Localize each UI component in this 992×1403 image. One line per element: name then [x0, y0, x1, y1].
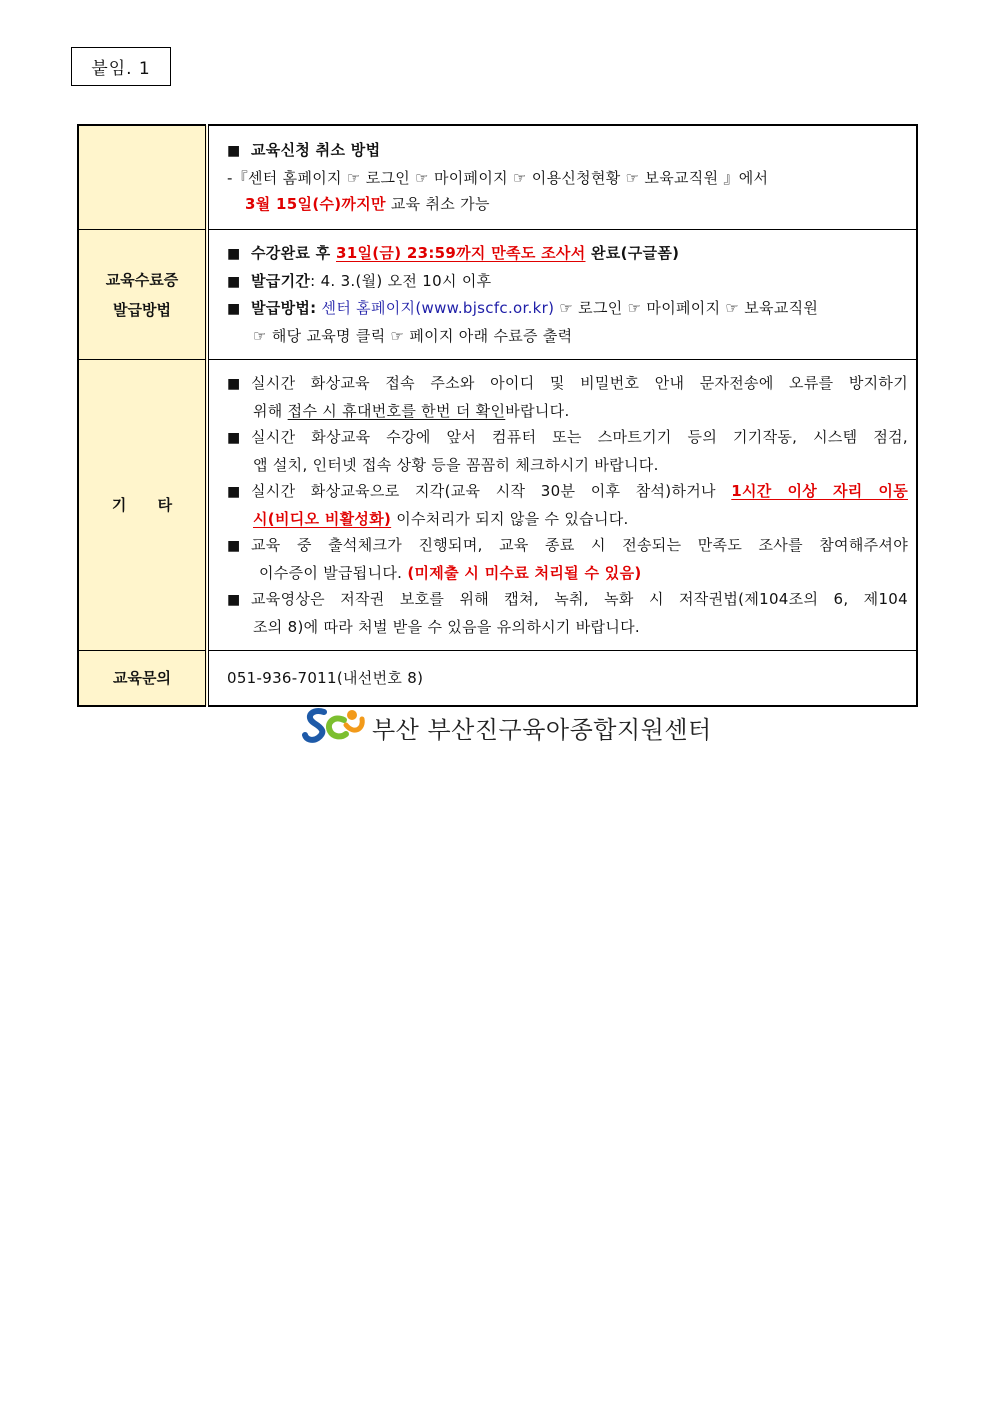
notice-2-line-2: 앱 설치, 인터넷 접속 상황 등을 꼼꼼히 체크하시기 바랍니다. [253, 455, 659, 474]
inquiry-content [207, 651, 917, 707]
table-row-cancel [78, 125, 917, 230]
etc-content [207, 360, 917, 651]
notice-4-line-1: 교육 중 출석체크가 진행되며, 교육 종료 시 전송되는 만족도 조사를 참여해주셔야 [251, 536, 908, 554]
issue-method-label: 발급방법: [251, 299, 317, 317]
notice-1-underline: 접수 시 휴대번호를 한번 더 확인 [287, 401, 506, 420]
center-name: 부산 부산진구육아종합지원센터 [372, 715, 712, 744]
notice-5-line-1: 교육영상은 저작권 보호를 위해 캡쳐, 녹취, 녹화 시 저작권법(제104조의 6, 제104 [251, 590, 908, 608]
table-row-inquiry [78, 651, 917, 707]
inquiry-phone: 051-936-7011(내선번호 8) [227, 668, 424, 687]
bullet-icon: ■ [227, 273, 241, 290]
cancel-title: 교육신청 취소 방법 [251, 141, 381, 160]
cancel-path: -『센터 홈페이지 ☞ 로그인 ☞ 마이페이지 ☞ 이용신청현황 ☞ 보육교직원 』에서 [227, 168, 769, 187]
table-row-certificate [78, 230, 917, 360]
notice-3-text: 실시간 화상교육으로 지각(교육 시작 30분 이후 참석)하거나 [251, 482, 732, 500]
issue-period-label: 발급기간 [251, 271, 311, 290]
bullet-icon: ■ [227, 538, 241, 554]
row-label-empty [78, 125, 207, 230]
bullet-icon: ■ [227, 430, 241, 446]
bullet-icon: ■ [227, 376, 241, 392]
bullet-icon: ■ [227, 246, 241, 262]
notice-1-text: 위해 [253, 401, 288, 420]
cancel-deadline: 3월 15일(수)까지만 [245, 195, 386, 214]
notice-3-end: 이수처리가 되지 않을 수 있습니다. [391, 509, 629, 528]
cancel-note: 교육 취소 가능 [385, 195, 490, 214]
cancel-content [207, 125, 917, 230]
notice-3-red: 1시간 이상 자리 이동 [731, 482, 909, 500]
issue-method-path: ☞ 로그인 ☞ 마이페이지 ☞ 보육교직원 [554, 299, 819, 317]
guide-table [77, 124, 918, 707]
table-row-etc [78, 360, 917, 651]
survey-deadline: 31일(금) 23:59까지 만족도 조사서 [336, 244, 586, 262]
notice-4-text: 이수증이 발급됩니다. [259, 563, 408, 582]
label-line-1: 교육수료증 [105, 270, 179, 289]
bullet-icon: ■ [227, 484, 241, 500]
bullet-icon: ■ [227, 301, 241, 317]
survey-text: 수강완료 후 [251, 244, 336, 262]
notice-2-line-1: 실시간 화상교육 수강에 앞서 컴퓨터 또는 스마트기기 등의 기기작동, 시스템 점검, [251, 428, 908, 446]
busanjin-childcare-logo-icon [302, 705, 366, 749]
row-label-certificate [78, 230, 207, 360]
bullet-icon: ■ [227, 143, 241, 160]
notice-4-red: (미제출 시 미수료 처리될 수 있음) [407, 563, 642, 582]
bullet-icon: ■ [227, 592, 241, 608]
footer [302, 707, 712, 747]
issue-period-value: : 4. 3.(월) 오전 10시 이후 [310, 271, 492, 290]
notice-5-line-2: 조의 8)에 따라 처벌 받을 수 있음을 유의하시기 바랍니다. [253, 617, 640, 636]
notice-1-line-1: 실시간 화상교육 접속 주소와 아이디 및 비밀번호 안내 문자전송에 오류를 방지하기 [251, 374, 908, 392]
notice-1-end: 바랍니다. [505, 401, 570, 420]
attachment-tag: 붙임. 1 [71, 47, 171, 86]
certificate-content [207, 230, 917, 360]
label-line-2: 발급방법 [113, 300, 171, 319]
row-label-inquiry: 교육문의 [78, 651, 207, 707]
survey-text-end: 완료(구글폼) [585, 244, 680, 262]
notice-3-red-2: 시(비디오 비활성화) [253, 509, 392, 528]
issue-method-path-2: ☞ 해당 교육명 클릭 ☞ 페이지 아래 수료증 출력 [253, 326, 573, 345]
row-label-etc: 기 타 [78, 360, 207, 651]
center-homepage-link[interactable]: 센터 홈페이지(www.bjscfc.or.kr) [316, 299, 555, 317]
